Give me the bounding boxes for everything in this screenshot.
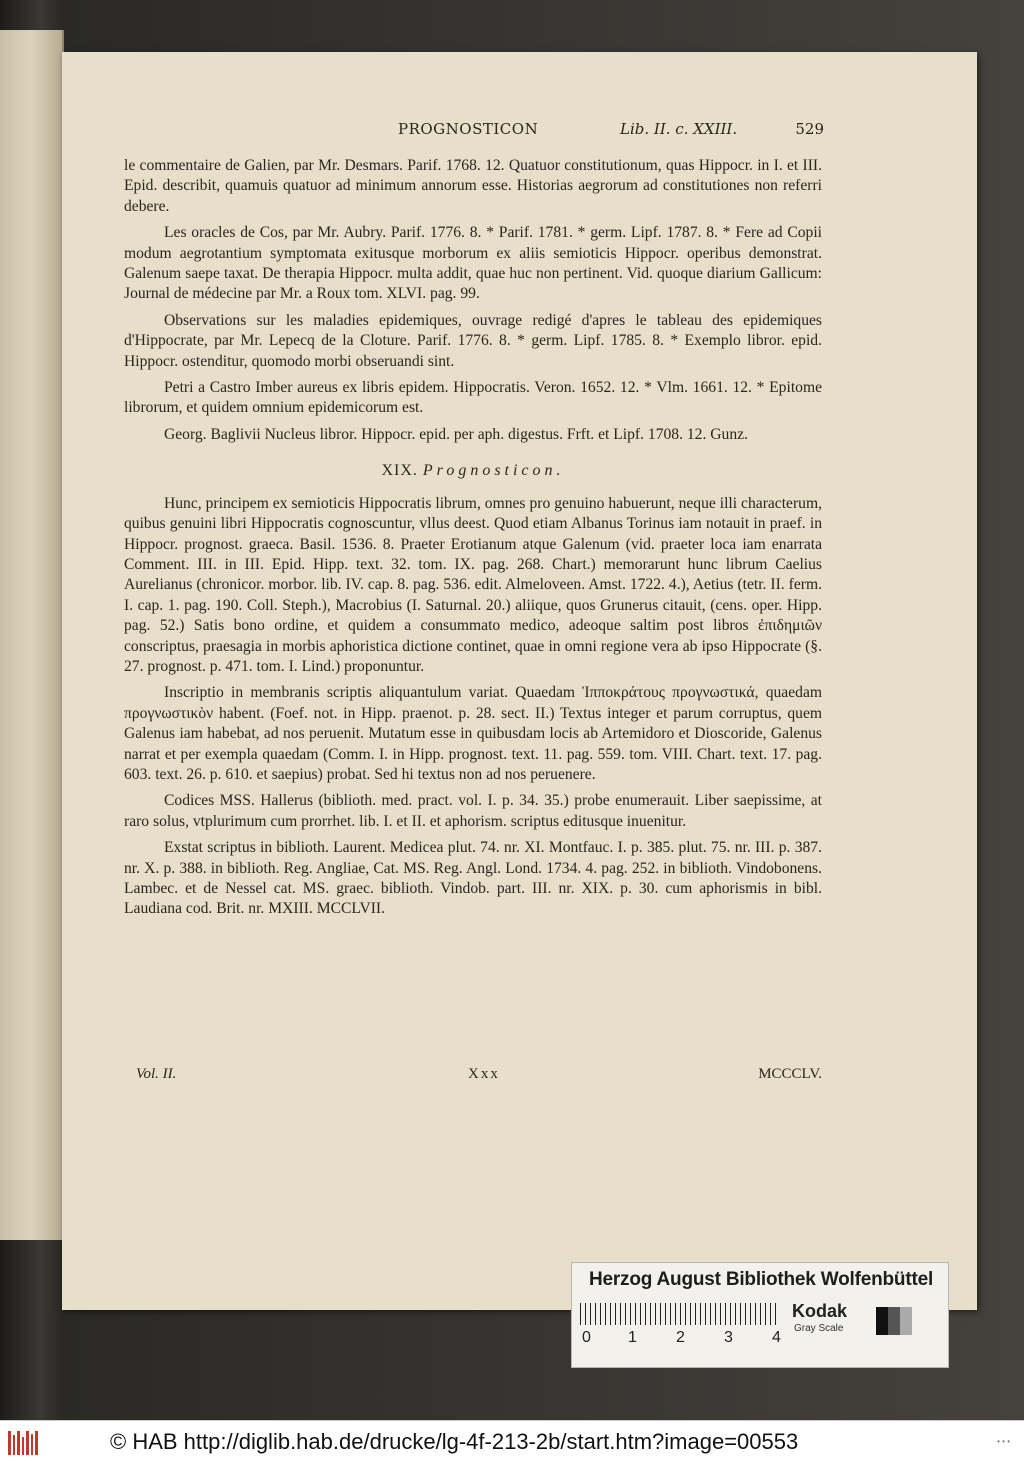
facing-page-edge xyxy=(0,30,64,1240)
paragraph: Petri a Castro Imber aureus ex libris epidem. Hippocratis. Veron. 1652. 12. * Vlm. 1661. 12. * Epitome librorum, et quidem omnium epidemicorum est. xyxy=(124,379,822,417)
gray-swatches-icon xyxy=(876,1307,912,1335)
paragraph: Les oracles de Cos, par Mr. Aubry. Parif. 1776. 8. * Parif. 1781. * germ. Lipf. 1787. 8. * Fere ad Copii modum aegrotantium symptomata exitusque morborum ex aliis semioticis Hippocr. operibus demonstrat. Galenum saepe taxat. De therapia Hippocr. multa addit, quae huc non pertinent. Vid. quoque diarium Gallicum: Journal de médecine par Mr. a Roux tom. XLVI. pag. 99. xyxy=(124,224,822,303)
running-head-section: Lib. II. c. XXIII. xyxy=(620,120,738,138)
paragraph: le commentaire de Galien, par Mr. Desmars. Parif. 1768. 12. Quatuor constitutionum, quas Hippocr. in I. et III. Epid. describit, quamuis quatuor ad minimum annorum esse. Historias aegrorum ad constitutiones non referri debere. xyxy=(124,157,822,215)
catchword: MCCCLV. xyxy=(758,1066,822,1082)
ruler-number: 1 xyxy=(628,1329,637,1346)
card-title: Herzog August Bibliothek Wolfenbüttel xyxy=(588,1269,934,1290)
section-title: Prognosticon. xyxy=(422,462,565,480)
signature-mark: Xxx xyxy=(468,1066,500,1082)
kodak-label: Kodak xyxy=(792,1301,848,1321)
running-head-title: PROGNOSTICON xyxy=(398,120,539,138)
section-number: XIX. xyxy=(381,462,418,480)
ruler-number: 3 xyxy=(724,1329,733,1346)
viewer-footer-bar xyxy=(0,1420,1024,1463)
paragraph: Inscriptio in membranis scriptis aliquantulum variat. Quaedam Ἱπποκράτους προγνωστικά, quaedam προγνωστικὸν habent. (Foef. not. in Hipp. praenot. p. 28. sect. II.) Textus integer et parum corruptus, quem Galenus iam habebat, ad nos peruenit. Mutatum esse in quibusdam locis ab Artemidoro et Dioscoride, Galenus narrat et per exempla quaedam (Comm. I. in Hipp. prognost. text. 11. pag. 559. tom. VIII. Chart. text. 17. pag. 603. text. 26. p. 610. et saepius) probat. Sed hi textus non ad nos peruenere. xyxy=(124,684,822,783)
ruler-icon xyxy=(580,1303,780,1325)
ruler-number: 4 xyxy=(772,1329,781,1346)
dots-icon: • • • xyxy=(997,1437,1010,1446)
ruler-number: 0 xyxy=(582,1329,591,1346)
gray-scale-label: Gray Scale xyxy=(794,1323,844,1334)
volume-label: Vol. II. xyxy=(136,1066,177,1082)
color-calibration-card xyxy=(571,1262,949,1368)
paragraph: Hunc, principem ex semioticis Hippocratis librum, omnes pro genuino habuerunt, neque illi characterum, quibus genuini libri Hippocratis cognoscuntur, vllus deest. Quod etiam Albanus Torinus iam notauit in praef. in Hippocr. prognost. graeca. Basil. 1536. 8. Praeter Erotianum atque Galenum (vid. praeter loca iam enarrata Comment. III. in III. Epid. Hipp. text. 32. tom. IX. pag. 268. Chart.) memorarunt hunc librum Caelius Aurelianus (chronicor. morbor. lib. IV. cap. 8. pag. 536. edit. Almeloveen. Amst. 1722. 4.), Aetius (tetr. II. ferm. I. cap. 1. pag. 190. Coll. Steph.), Macrobius (I. Saturnal. 20.) aliique, quos Grunerus citauit, (cens. oper. Hipp. pag. 52.) Satis bono ordine, et quidem a consummato medico, adeoque saltim post libros ἐπιδημιῶν conscriptus, praesagia in morbis aphoristica dictione continet, quae in omni regione vera ab ipso Hippocrate (§. 27. prognost. p. 471. tom. I. Lind.) proponuntur. xyxy=(124,494,822,675)
copyright-link[interactable]: © HAB http://diglib.hab.de/drucke/lg-4f-213-2b/start.htm?image=00553 xyxy=(110,1429,799,1454)
body-text xyxy=(124,156,822,926)
ruler-number: 2 xyxy=(676,1329,685,1346)
hab-logo-icon xyxy=(8,1431,38,1455)
paragraph: Codices MSS. Hallerus (biblioth. med. pract. vol. I. p. 34. 35.) probe enumerauit. Liber saepissime, at raro solus, vtplurimum cum prorrhet. lib. I. et II. et aphorism. scriptus editusque inuenitur. xyxy=(124,792,822,830)
paragraph: Exstat scriptus in biblioth. Laurent. Medicea plut. 74. nr. XI. Montfauc. I. p. 385. plut. 75. nr. III. p. 387. nr. X. p. 388. in biblioth. Reg. Angliae, Cat. MS. Reg. Angl. Lond. 1734. 4. pag. 252. in biblioth. Vindobonens. Lambec. et de Nessel cat. MS. graec. biblioth. Vindob. part. III. nr. XIX. p. 30. cum aphorismis in bibl. Laudiana cod. Brit. nr. MXIII. MCCLVII. xyxy=(124,839,822,918)
page-number: 529 xyxy=(795,120,824,138)
paragraph: Georg. Baglivii Nucleus libror. Hippocr. epid. per aph. digestus. Frft. et Lipf. 1708. 12. Gunz. xyxy=(164,425,748,443)
paragraph: Observations sur les maladies epidemiques, ouvrage redigé d'apres le tableau des epidemiques d'Hippocrate, par Mr. Lepecq de la Cloture. Parif. 1776. 8. * germ. Lipf. 1785. 8. * Exemplo libror. epid. Hippocr. ostenditur, quomodo morbi obseruandi sint. xyxy=(124,311,822,370)
section-heading xyxy=(124,461,822,481)
